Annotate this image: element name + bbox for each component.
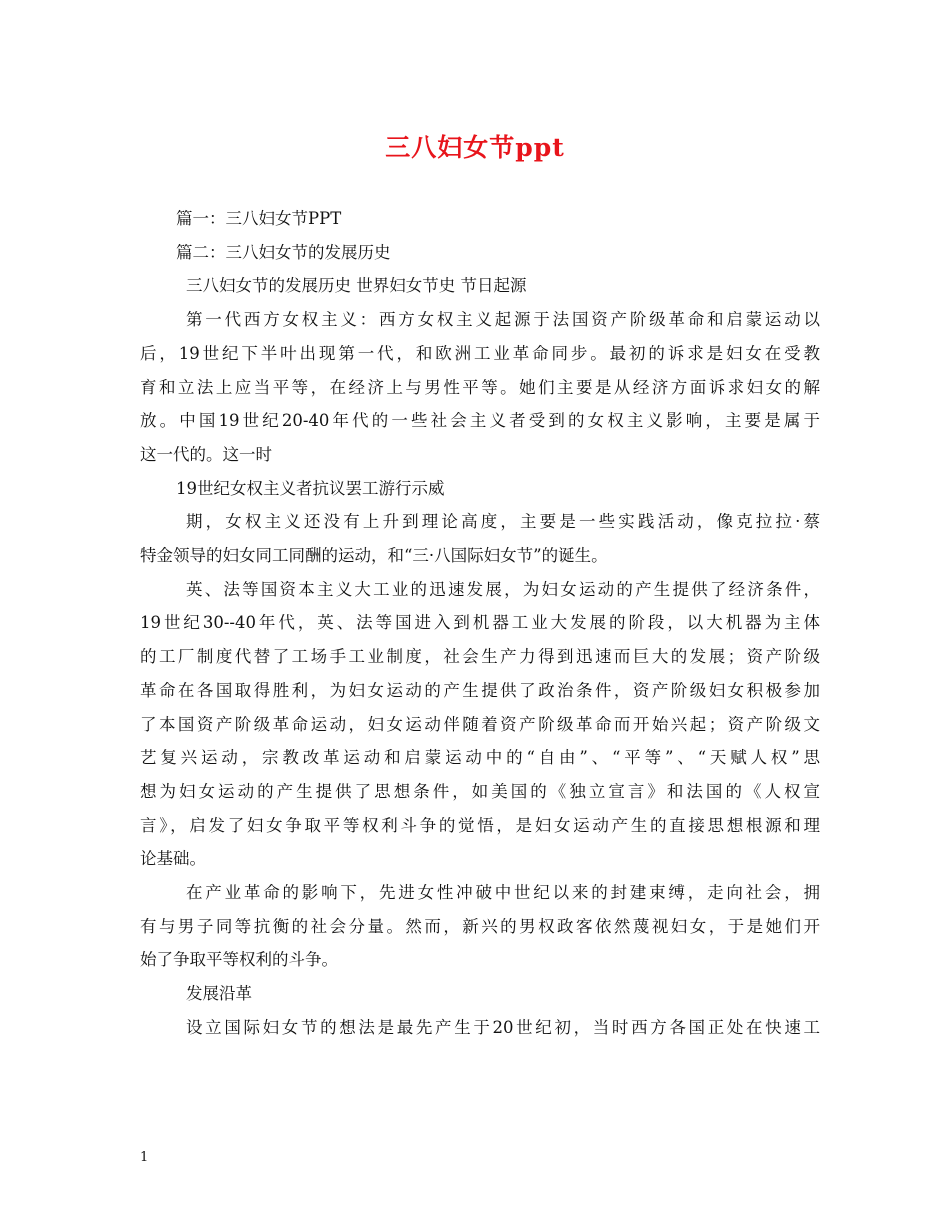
body-text-line: 发展沿革 — [186, 984, 252, 1004]
body-text-line: 19世纪女权主义者抗议罢工游行示威 — [176, 478, 445, 498]
document-title: 三八妇女节ppt — [385, 133, 565, 162]
body-text-line: 英、法等国资本主义大工业的迅速发展，为妇女运动的产生提供了经济条件， — [186, 579, 820, 599]
body-text-line: 论基础。 — [140, 849, 206, 869]
body-text-line: 了本国资产阶级革命运动，妇女运动伴随着资产阶级革命而开始兴起；资产阶级文 — [140, 714, 820, 734]
body-text-line: 期，女权主义还没有上升到理论高度，主要是一些实践活动，像克拉拉·蔡 — [186, 512, 820, 532]
body-text-line: 有与男子同等抗衡的社会分量。然而，新兴的男权政客依然蔑视妇女，于是她们开 — [140, 916, 820, 936]
body-text-line: 育和立法上应当平等，在经济上与男性平等。她们主要是从经济方面诉求妇女的解 — [140, 377, 820, 397]
body-text-line: 19世纪30--40年代，英、法等国进入到机器工业大发展的阶段，以大机器为主体 — [140, 613, 820, 633]
body-text-line: 始了争取平等权利的斗争。 — [140, 950, 338, 970]
body-text-line: 在产业革命的影响下，先进女性冲破中世纪以来的封建束缚，走向社会，拥 — [186, 883, 820, 902]
body-text-line: 想为妇女运动的产生提供了思想条件，如美国的《独立宣言》和法国的《人权宣 — [140, 781, 820, 801]
body-text-line: 第一代西方女权主义：西方女权主义起源于法国资产阶级革命和启蒙运动以 — [186, 310, 820, 330]
body-text-line: 革命在各国取得胜利，为妇女运动的产生提供了政治条件，资产阶级妇女积极参加 — [140, 680, 820, 700]
body-text-line: 的工厂制度代替了工场手工业制度，社会生产力得到迅速而巨大的发展；资产阶级 — [140, 647, 820, 667]
body-text-line: 三八妇女节的发展历史 世界妇女节史 节日起源 — [186, 276, 527, 296]
body-text-line: 艺复兴运动，宗教改革运动和启蒙运动中的“自由”、“平等”、“天赋人权”思 — [140, 748, 820, 768]
body-text-line: 言》，启发了妇女争取平等权利斗争的觉悟，是妇女运动产生的直接思想根源和理 — [140, 815, 820, 835]
body-text-line: 设立国际妇女节的想法是最先产生于20世纪初，当时西方各国正处在快速工 — [186, 1017, 820, 1037]
body-text-line: 这一代的。这一时 — [140, 444, 272, 464]
body-text-line: 特金领导的妇女同工同酬的运动，和“三·八国际妇女节”的诞生。 — [140, 546, 608, 565]
body-text-line: 后，19世纪下半叶出现第一代，和欧洲工业革命同步。最初的诉求是妇女在受教 — [140, 343, 820, 363]
body-text-line: 篇一：三八妇女节PPT — [176, 209, 342, 228]
body-text-line: 篇二：三八妇女节的发展历史 — [176, 242, 391, 262]
page-number: 1 — [140, 1150, 149, 1165]
body-text-line: 放。中国19世纪20-40年代的一些社会主义者受到的女权主义影响，主要是属于 — [140, 411, 820, 431]
